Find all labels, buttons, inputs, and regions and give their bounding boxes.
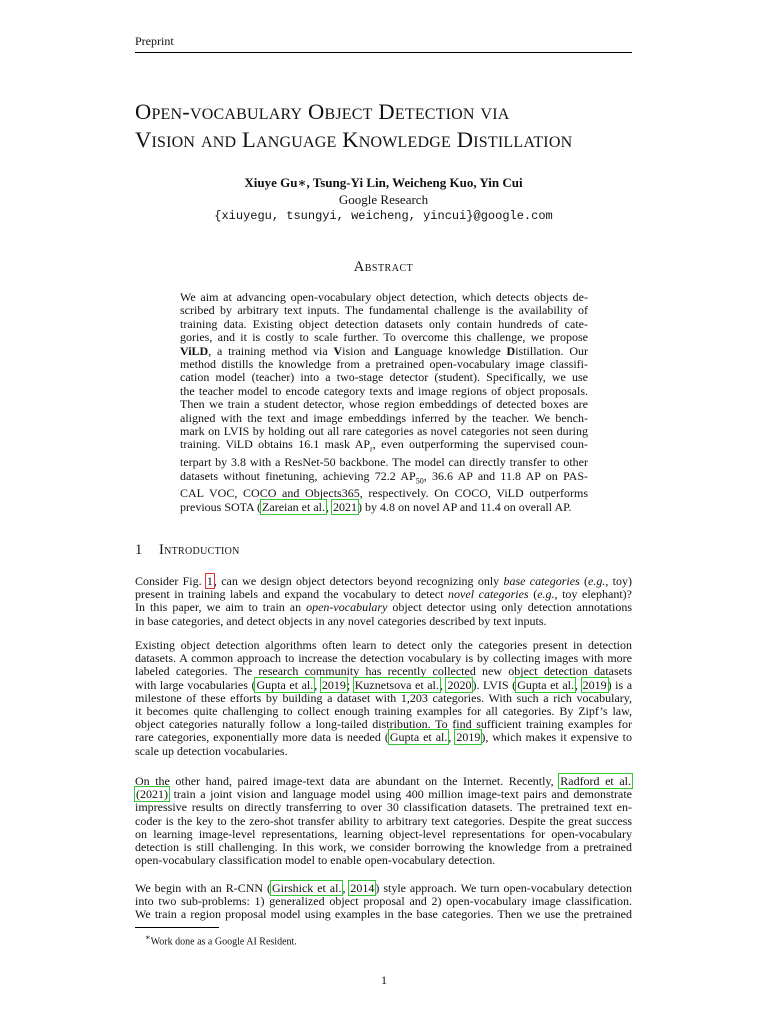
paragraph-line	[135, 679, 632, 692]
page-number: 1	[381, 973, 387, 987]
text-span: , toy)	[605, 574, 632, 588]
text-span: ,	[448, 730, 456, 745]
section-number: 1	[135, 542, 143, 558]
title-line-1: Open-vocabulary Object Detection via	[135, 99, 510, 124]
paragraph-line: coder is the key to the zero-shot transfer ability to arbitrary text categories. Despite the great success	[135, 813, 632, 828]
italic-term: e.g.	[588, 574, 606, 588]
paragraph-line: milestone of these efforts by building a dataset with 1,203 categories. With such a rich vocabulary,	[135, 690, 632, 705]
text-span: ). LVIS (	[472, 677, 517, 692]
paragraph-3	[135, 775, 632, 867]
text-span: ) is a	[607, 677, 633, 692]
abstract-line: We aim at advancing open-vocabulary object detection, which detects objects de-	[180, 290, 588, 304]
italic-term: e.g.	[537, 587, 555, 602]
citation-link[interactable]: Zareian et al.	[262, 499, 326, 514]
author-names: Xiuye Gu∗, Tsung-Yi Lin, Weicheng Kuo, Yin Cui	[244, 175, 523, 190]
text-span: ,	[326, 499, 333, 514]
paragraph-line	[135, 731, 632, 744]
citation-link[interactable]: 2019	[456, 730, 481, 745]
figure-ref-link[interactable]: 1	[206, 574, 213, 588]
citation-link[interactable]: Girshick et al.	[271, 881, 342, 895]
text-span: ) style approach. We turn open-vocabulary detection	[375, 881, 633, 895]
abstract-line: the teacher model to encode category texts and image regions of object proposals.	[180, 383, 588, 398]
running-head-text: Preprint	[135, 34, 174, 48]
running-header	[135, 34, 632, 53]
text-span: ;	[346, 677, 354, 692]
text-span: train a joint vision and language model using 400 million image-text pairs and demonstrate	[169, 787, 632, 802]
citation-link[interactable]: 2020	[447, 677, 472, 692]
abstract-line: CAL VOC, COCO and Objects365, respectively. On COCO, ViLD outperforms	[180, 486, 588, 501]
text-span: (	[579, 574, 589, 588]
citation-link[interactable]: 2019	[321, 677, 346, 692]
abstract-heading: Abstract	[353, 259, 414, 275]
footnote	[145, 932, 297, 947]
paragraph-2	[135, 639, 632, 758]
footnote-text: Work done as a Google AI Resident.	[150, 936, 297, 948]
paragraph-line: Existing object detection algorithms often learn to detect only the categories present in detection	[135, 638, 632, 652]
text-span: training. ViLD obtains 16.1 mask AP	[180, 437, 371, 452]
text-span: anguage knowledge	[402, 343, 507, 358]
title-line-2: Vision and Language Knowledge Distillation	[135, 127, 573, 152]
section-heading	[135, 542, 240, 559]
text-span: ,	[342, 881, 350, 895]
citation-link[interactable]: 2014	[350, 881, 375, 895]
paragraph-line: object categories naturally follow a long-tailed distribution. To find sufficient training examples for	[135, 717, 632, 732]
text-span: , toy elephant)?	[554, 587, 632, 602]
abstract-line: Then we train a student detector, whose region embeddings of detected boxes are	[180, 397, 588, 412]
text-span: istillation. Our	[515, 343, 588, 358]
abstract-line: training data. Existing object detection datasets only contain hundreds of cate-	[180, 316, 588, 331]
paragraph-line: labeled categories. The research community has recently collected new object detection datasets	[135, 664, 632, 679]
paper-title	[135, 98, 655, 154]
abstract-line: gories, and it is costly to scale further. To overcome this challenge, we propose	[180, 330, 588, 345]
abstract-line-sota	[180, 501, 588, 514]
abstract-line: cation model (teacher) into a two-stage detector (student). Specifically, we use	[180, 370, 588, 385]
text-span: ), which makes it expensive to	[481, 730, 633, 745]
acronym-letter: L	[394, 343, 403, 358]
paragraph-4	[135, 882, 632, 922]
paragraph-line: detection is still challenging. In this work, we consider borrowing the knowledge from a pretrained	[135, 840, 632, 855]
paragraph-line: in base categories, and detect objects in any novel categories described by text inputs.	[135, 613, 547, 628]
paragraph-line: open-vocabulary classification model to enable open-vocabulary detection.	[135, 853, 496, 868]
text-span: In this paper, we aim to train an	[135, 600, 307, 615]
affiliation: Google Research	[338, 192, 429, 207]
abstract-line-ap50	[180, 470, 588, 488]
paragraph-1	[135, 575, 632, 628]
text-span: with large vocabularies (	[135, 677, 256, 692]
text-span: ,	[314, 677, 321, 692]
text-span: ) by 4.8 on novel AP and 11.4 on overall AP.	[358, 499, 572, 514]
footnote-mark: ∗	[145, 933, 151, 942]
text-span: Consider Fig.	[135, 574, 206, 588]
acronym-letter: D	[506, 343, 516, 358]
section-title: Introduction	[159, 542, 240, 558]
paragraph-line: on learning image-level representations, learning object-level representations for open-vocabulary	[135, 826, 632, 841]
paragraph-line: scale up detection vocabularies.	[135, 743, 288, 758]
citation-link[interactable]: Gupta et al.	[389, 730, 448, 745]
abstract-line: aligned with the text and image embeddings inferred by the teacher. We bench-	[180, 410, 588, 425]
text-span: , a training method via	[208, 343, 334, 358]
abstract-line: scribed by arbitrary text inputs. The fundamental challenge is the availability of	[180, 303, 588, 318]
paragraph-line: into two sub-problems: 1) generalized object proposal and 2) open-vocabulary image classification.	[135, 894, 632, 909]
citation-link[interactable]: Gupta et al.	[256, 677, 314, 692]
text-span: ,	[574, 677, 582, 692]
italic-term: open-vocabulary	[306, 600, 388, 615]
paragraph-line	[135, 601, 632, 614]
text-span: , even outperforming the supervised coun-	[372, 437, 588, 452]
text-span: , can we design object detectors beyond recognizing only	[213, 574, 504, 588]
citation-link[interactable]: Kuznetsova et al.	[354, 677, 439, 692]
footnote-rule	[135, 927, 219, 928]
text-span: present in training labels and expand the vocabulary to detect	[135, 587, 449, 602]
abstract-line: method distills the knowledge from a pretrained open-vocabulary image classifi-	[180, 357, 588, 372]
citation-link[interactable]: Gupta et al.	[517, 677, 574, 692]
citation-link[interactable]: (2021)	[136, 787, 168, 802]
italic-term: base categories	[503, 574, 580, 588]
text-span: , 36.6 AP and 11.8 AP on PAS-	[423, 468, 588, 483]
acronym-letter: V	[333, 343, 343, 358]
text-span: datasets without finetuning, achieving 72.2 AP	[180, 468, 416, 483]
abstract-body	[180, 291, 588, 514]
author-emails: {xiuyegu, tsungyi, weicheng, yincui}@google.com	[214, 209, 553, 223]
author-block	[135, 174, 632, 225]
text-span: ,	[439, 677, 447, 692]
text-span: ision and	[342, 343, 395, 358]
paragraph-line: it becomes quite challenging to collect enough training examples for all categories. By Zipf’s law,	[135, 704, 632, 719]
text-span: object detector using only detection annotations	[387, 600, 633, 615]
text-span: On the other hand, paired image-text data are abundant on the Internet. Recently,	[135, 774, 560, 788]
abstract-line: mark on LVIS by holding out all rare categories as novel categories not seen during	[180, 424, 588, 439]
paragraph-line: datasets. A common approach to increase the detection vocabulary is by collecting images with more	[135, 651, 632, 666]
abstract-line-ap	[180, 438, 588, 456]
citation-link[interactable]: 2021	[333, 499, 358, 514]
text-span: We begin with an R-CNN (	[135, 881, 271, 895]
paragraph-line: impressive results on directly transferring to over 30 classification datasets. The pretrained text en-	[135, 800, 632, 815]
abstract-line: terpart by 3.8 with a ResNet-50 backbone. The model can directly transfer to other	[180, 455, 588, 470]
subscript: 50	[415, 476, 424, 486]
text-span: previous SOTA (	[180, 499, 262, 514]
citation-link[interactable]: 2019	[582, 677, 607, 692]
text-span: (	[528, 587, 538, 602]
citation-link[interactable]: Radford et al.	[560, 774, 631, 788]
italic-term: novel categories	[448, 587, 529, 602]
abstract-line-vild	[180, 345, 588, 358]
text-span: rare categories, exponentially more data is needed (	[135, 730, 389, 745]
subscript: r	[370, 444, 373, 454]
paragraph-line: We train a region proposal model using examples in the base categories. Then we use the pretrained	[135, 907, 632, 922]
vild-name: ViLD	[180, 343, 209, 358]
